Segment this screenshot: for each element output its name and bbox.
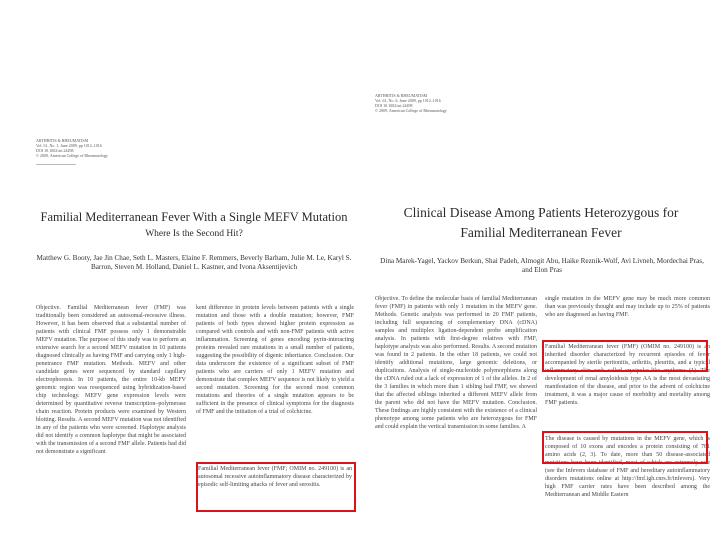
right-intro-para2-text: The disease is caused by mutations in the MEFV gene, which is composed of 10 exons and encodes a protein consisting of 781 amino acids (2, 3). To date, more than 50 disease-associated mutations have been identified, most of which are extremely rare (see the Infevers database of FMF and hereditary autoinflammatory disorders mutations online at http://fmf.igh.cnrs.fr/infevers). Very high FMF carrier rates have been described among the Mediterranean and Middle Eastern bbox=[545, 436, 710, 498]
left-abstract-text: Objective. Familial Mediterranean fever (FMF) was traditionally been considered an autosomal-recessive illness. However, it has been observed that a substantial number of patients with clinical FMF possess only 1 demonstrable MEFV mutation. The purpose of this study was to perform an extensive search for a second MEFV mutation in 10 patients diagnosed clinically as having FMF and carrying only 1 high-penetrance FMF mutation. Methods. MEFV and other candidate genes were sequenced by standard capillary electrophoresis. In 10 patients, the entire 10-kb MEFV genomic region was resequenced using hybridization-based chip technology. MEFV gene expression levels were determined by quantitative reverse transcription–polymerase chain reaction. Protein products were examined by Western blotting. Results. A second MEFV mutation was not identified in any of the patients who were screened. Haplotype analysis did not identify a common haplotype that might be associated with the transmission of a second FMF allele. Patients had did not demonstrate a significant bbox=[36, 305, 186, 455]
left-footnote-text: Familial Mediterranean fever (FMF; OMIM no. 249100) is an autosomal recessive autoinflammatory disease characterized by episodic self-limiting attacks of fever and serositis. bbox=[198, 466, 352, 488]
left-header-rule bbox=[36, 164, 76, 165]
left-abstract-text-cont: kent difference in protein levels between patients with a single mutation and those with a double mutation; however, FMF patients of both types showed higher protein expression as compared with controls and with non-FMF patients with active inflammation. Screening of genes encoding pyrin-interacting proteins revealed rare mutations in a small number of patients, suggesting the possibility of digenic inheritance. Conclusion. Our data underscore the existence of a significant subset of FMF patients who are carriers of only 1 MEFV mutation and demonstrate that complex MEFV sequence is not likely to yield a second mutation. Screening for the second most common mutations and theories of a single mutation appears to be sufficient in the presence of clinical symptoms for the diagnosis of FMF and the initiation of a trial of colchicine. bbox=[196, 305, 354, 415]
left-highlight-box bbox=[196, 462, 356, 512]
left-journal-header: ARTHRITIS & RHEUMATISM Vol. 61, No. 1, June 2009, pp 1012–1016 DOI 10.1002/art.24498 © 2009, American College of Rheumatology bbox=[36, 138, 108, 158]
right-paper-title-line2: Familial Mediterranean Fever bbox=[460, 225, 622, 240]
left-abstract-col1 bbox=[36, 304, 186, 512]
left-paper-page bbox=[28, 132, 360, 517]
right-journal-header: ARTHRITIS & RHEUMATISM Vol. 61, No. 6, June 2009, pp 1012–1016 DOI 10.1002/art.24498 © 2009, American College of Rheumatology bbox=[375, 93, 447, 113]
right-paper-page bbox=[370, 85, 720, 540]
left-paper-authors: Matthew G. Booty, Jae Jin Chae, Seth L. Masters, Elaine F. Remmers, Beverly Barham, Julie M. Le, Karyl S. Barron, Steven M. Holland, Daniel L. Kastner, and Ivona Aksentijevich bbox=[36, 254, 352, 271]
right-abstract-text: Objective. To define the molecular basis of familial Mediterranean fever (FMF) in patients with only 1 mutation in the MEFV gene. Methods. Genetic analysis was performed in 20 FMF patients, including full sequencing of complementary DNA (cDNA) samples and multiplex ligation-dependent probe amplification analysis. In patients with first-degree relatives with FMF, haplotype analysis was also performed. Results. A second mutation was found in 2 patients. In the other 18 patients, we could not identify additional mutations, large genomic deletions, or duplications. Analysis of single-nucleotide polymorphisms along the cDNA ruled out a lack of expression of 1 of the alleles. In 2 of the 3 families in which more than 1 sibling had FMF, we showed that the affected siblings inherited a different MEFV allele from the parent who did not have the MEFV mutation. Conclusion. These findings are highly consistent with the existence of a clinical phenotype among some patients who are heterozygous for FMF and could explain the vertical transmission in some families. A bbox=[375, 296, 537, 430]
right-paper-authors: Dina Marek-Yagel, Yackov Berkun, Shai Padeh, Almogit Abu, Haike Reznik-Wolf, Avi Livneh, Mordechai Pras, and Elon Pras bbox=[380, 257, 704, 274]
right-abstract-col1 bbox=[375, 295, 537, 540]
right-abstract-conclusion-cont: single mutation in the MEFV gene may be much more common than was previously thought and may include up to 25% of patients who are diagnosed as having FMF. bbox=[545, 296, 710, 318]
right-highlight-box-1 bbox=[542, 340, 708, 372]
right-abstract-col2a bbox=[545, 295, 710, 335]
right-paper-title-line1: Clinical Disease Among Patients Heterozygous for bbox=[403, 205, 679, 220]
left-paper-subtitle: Where Is the Second Hit? bbox=[145, 229, 243, 239]
left-paper-title: Familial Mediterranean Fever With a Single MEFV Mutation bbox=[40, 210, 348, 224]
left-abstract-col2 bbox=[196, 304, 354, 454]
right-intro-para1-text: Familial Mediterranean fever (FMF) (OMIM no. 249100) is an inherited disorder characterized by recurrent episodes of fever accompanied by sterile peritonitis, arthritis, pleuritis, and a typical inflammatory skin rash called erysipelas-like erythema (1). The development of renal amyloidosis type AA is the most devastating manifestation of the disease, and prior to the advent of colchicine treatment, it was a major cause of morbidity and mortality among FMF patients. bbox=[545, 344, 710, 406]
right-highlight-box-2 bbox=[542, 431, 708, 464]
